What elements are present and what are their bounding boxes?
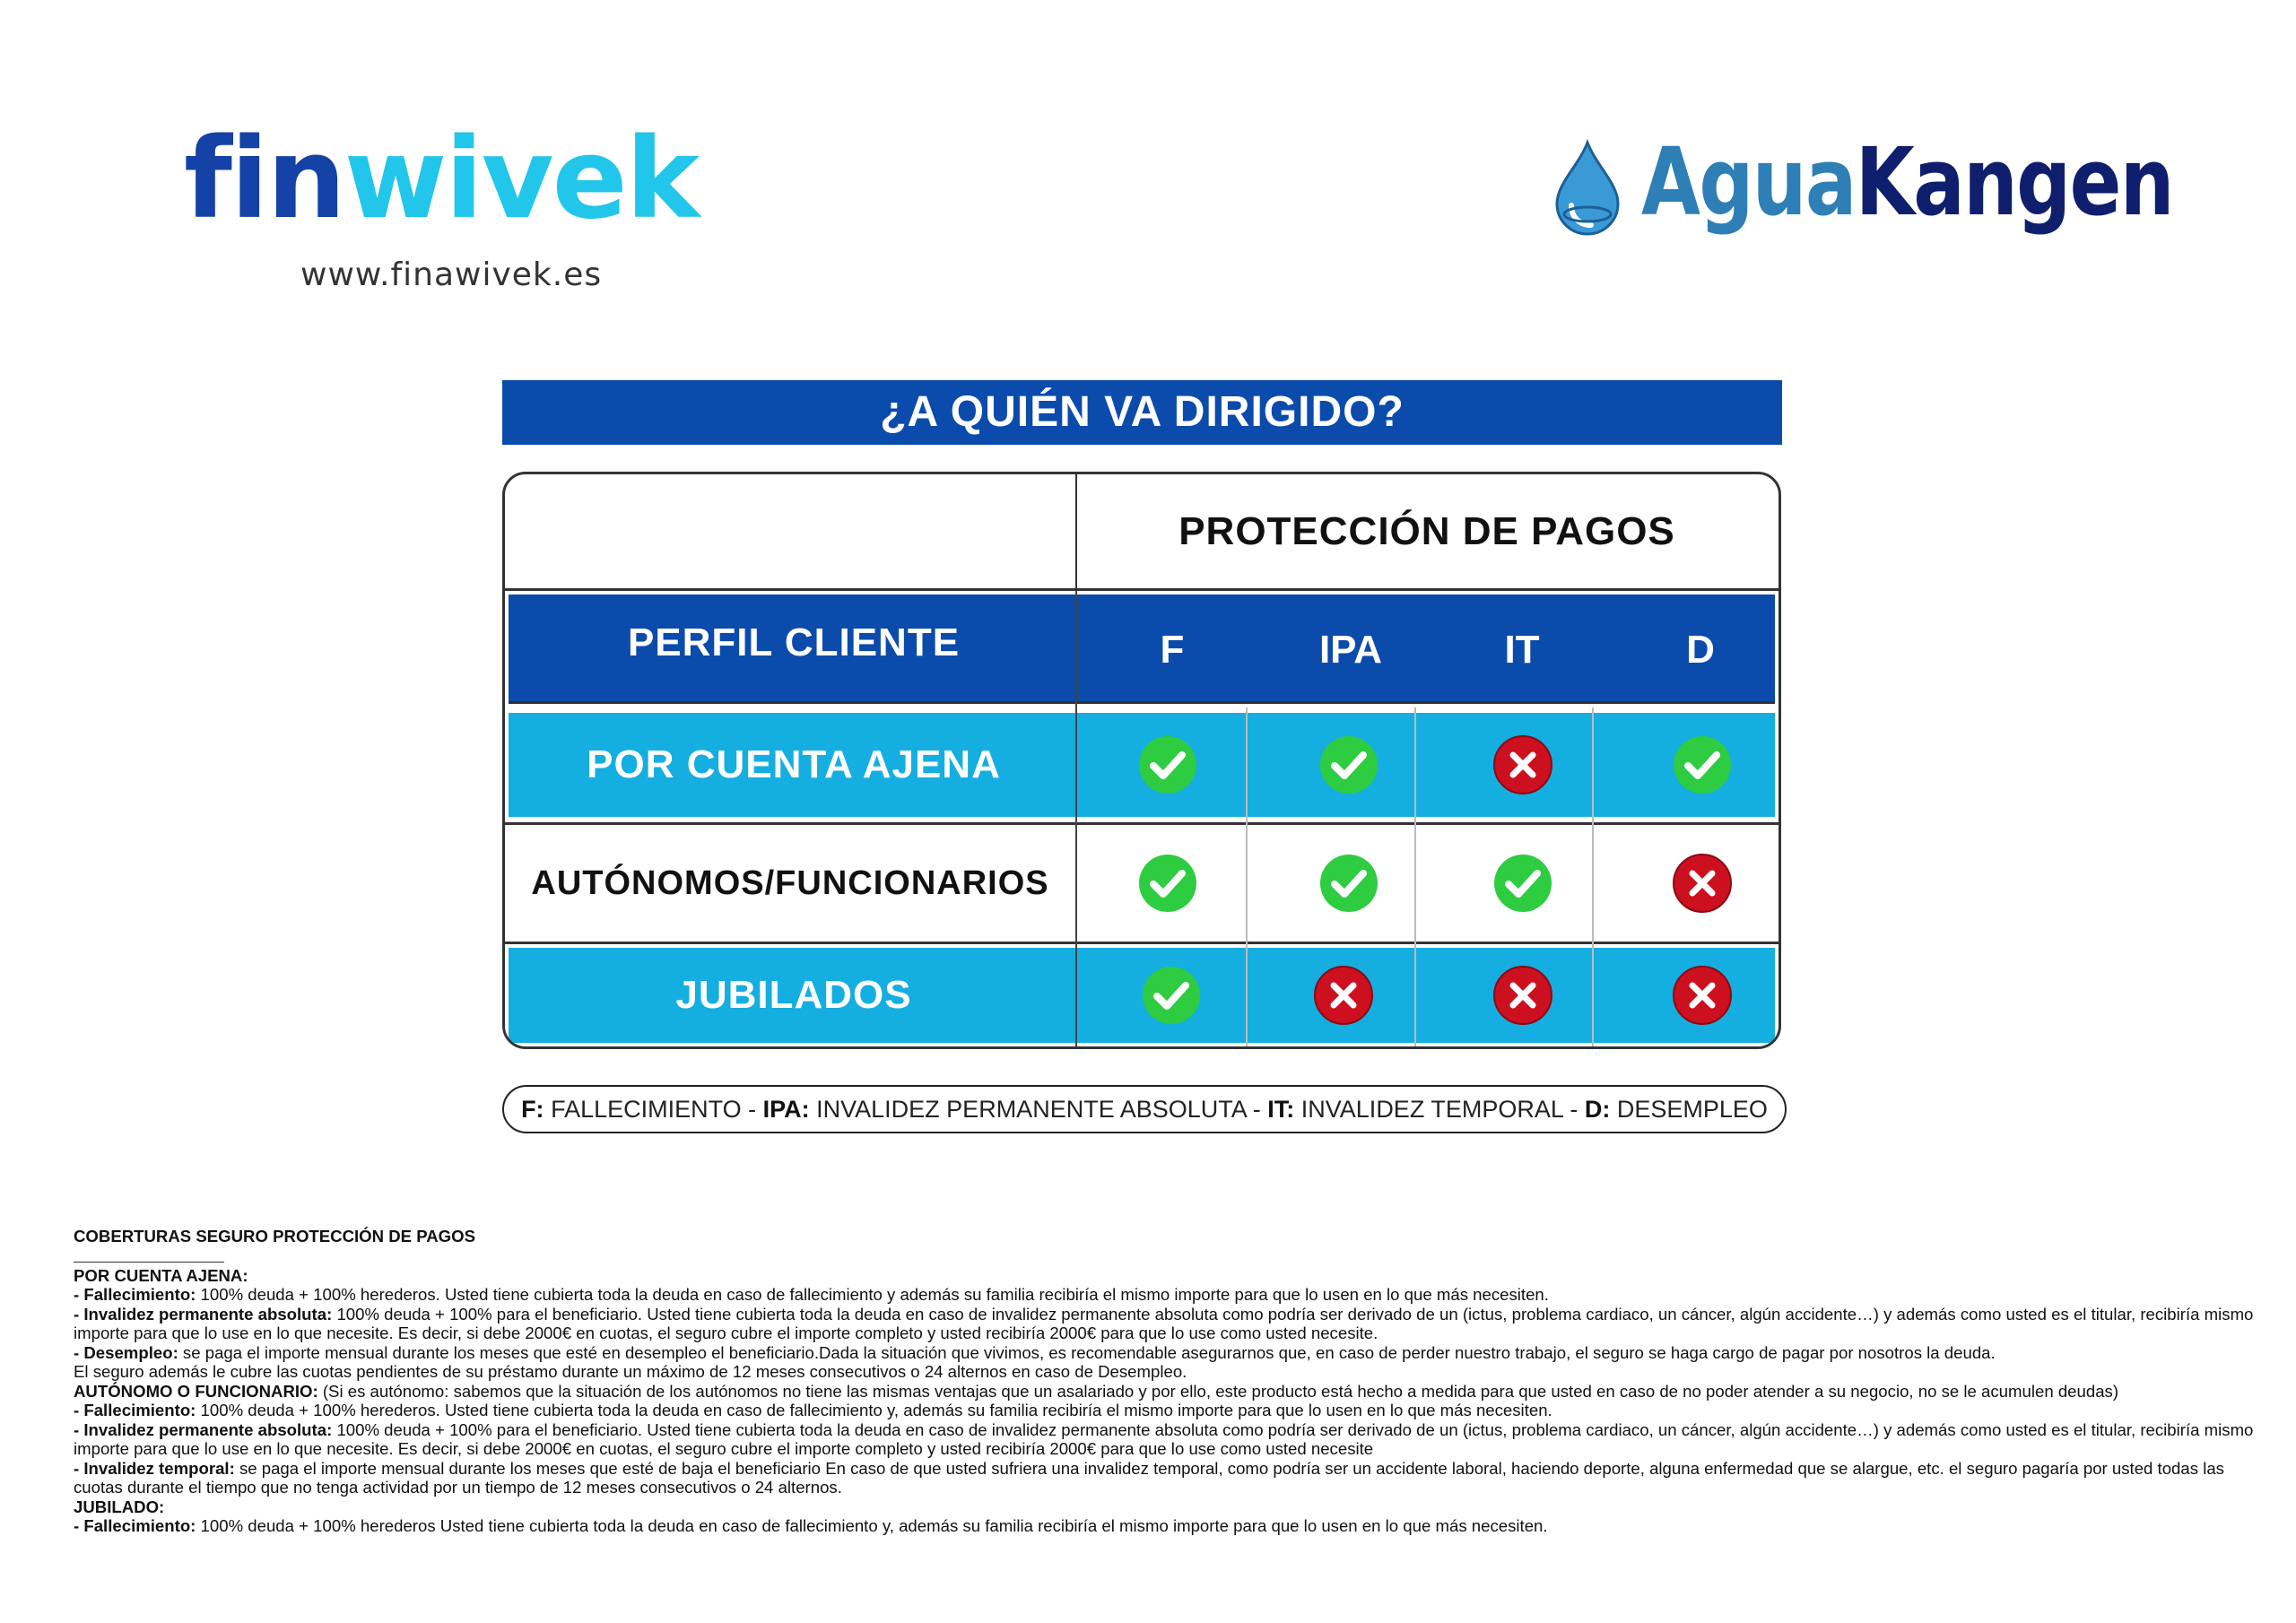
notes-line: - Desempleo: se paga el importe mensual durante los meses que esté en desempleo el beneficiario.Dada la situación que vivimos, es recomendable asegurarnos que, en caso de perder nuestro trabajo, el seguro se haga cargo de pagar por nosotros la deuda. bbox=[74, 1342, 1996, 1362]
cell-cuenta-ajena-d bbox=[1617, 713, 1781, 817]
cell-jubilados-it bbox=[1438, 948, 1608, 1043]
notes-line: El seguro además le cubre las cuotas pendientes de su préstamo durante un máximo de 12 meses consecutivos o 24 alternos en caso de Desempleo. bbox=[74, 1362, 1187, 1381]
aguakangen-logo bbox=[1552, 127, 2173, 265]
column-header-row bbox=[505, 591, 1779, 707]
check-icon bbox=[1672, 734, 1733, 795]
column-divider bbox=[1246, 707, 1248, 1046]
notes-section-title: JUBILADO: bbox=[74, 1497, 165, 1516]
row-label-cuenta-ajena: POR CUENTA AJENA bbox=[587, 742, 1001, 786]
column-divider bbox=[1414, 707, 1416, 1046]
notes-line: - Invalidez temporal: se paga el importe mensual durante los meses que esté de baja el beneficiario En caso de que usted sufriera una invalidez temporal, como podría ser un accidente laboral, haciendo deporte, alguna enfermedad que se alargue, etc. el seguro pagaría por usted todas las cuotas durante el tiempo que no tenga actividad por un tiempo de 12 meses consecutivos o 24 alternos. bbox=[74, 1458, 2224, 1497]
cell-autonomos-d bbox=[1617, 825, 1781, 942]
notes-title: COBERTURAS SEGURO PROTECCIÓN DE PAGOS bbox=[74, 1227, 476, 1245]
column-divider bbox=[1075, 474, 1077, 588]
table-row bbox=[505, 707, 1779, 822]
finawivek-url: www.finawivek.es bbox=[300, 256, 603, 293]
section-banner: ¿A QUIÉN VA DIRIGIDO? bbox=[502, 380, 1782, 445]
check-icon bbox=[1137, 853, 1198, 914]
finawivek-wordmark: finwivek bbox=[184, 115, 699, 244]
check-icon bbox=[1137, 734, 1198, 795]
table-title-row bbox=[505, 474, 1779, 591]
abbreviation-legend: F: FALLECIMIENTO - IPA: INVALIDEZ PERMANENTE ABSOLUTA - IT: INVALIDEZ TEMPORAL - D: DESEMPLEO bbox=[502, 1085, 1787, 1133]
cell-autonomos-it bbox=[1438, 825, 1608, 942]
cross-icon bbox=[1672, 853, 1733, 914]
column-header-it: IT bbox=[1504, 627, 1540, 672]
row-label-autonomos: AUTÓNOMOS/FUNCIONARIOS bbox=[531, 864, 1049, 902]
table-row bbox=[505, 822, 1779, 944]
table-section-title: PROTECCIÓN DE PAGOS bbox=[1178, 509, 1675, 553]
check-icon bbox=[1318, 853, 1379, 914]
water-drop-icon bbox=[1552, 139, 1623, 238]
notes-line: AUTÓNOMO O FUNCIONARIO: (Si es autónomo: sabemos que la situación de los autónomos no tiene las mismas ventajas que un asalariado y por ello, este producto está hecho a medida para que usted en caso de no poder atender a su negocio, no se le acumulen deudas) bbox=[74, 1381, 2119, 1401]
notes-line: - Invalidez permanente absoluta: 100% deuda + 100% para el beneficiario. Usted tiene cubierta toda la deuda en caso de invalidez permanente absoluta como podría ser derivado de un (ictus, problema cardiaco, un cáncer, algún accidente…) y además como usted es el titular, recibiría mismo importe para que lo use en lo que necesite. Es decir, si debe 2000€ en cuotas, el seguro cubre el importe completo y usted recibiría 2000€ para que lo use como usted necesite bbox=[74, 1419, 2254, 1458]
finawivek-logo bbox=[184, 115, 699, 303]
profile-header: PERFIL CLIENTE bbox=[627, 621, 961, 664]
divider bbox=[74, 1262, 224, 1263]
notes-line: - Fallecimiento: 100% deuda + 100% herederos. Usted tiene cubierta toda la deuda en caso de fallecimiento y, además su familia recibiría el mismo importe para que lo usen en lo que más necesiten. bbox=[74, 1401, 1552, 1419]
notes-line: - Fallecimiento: 100% deuda + 100% herederos Usted tiene cubierta toda la deuda en caso de fallecimiento y, además su familia recibiría el mismo importe para que lo usen en lo que más necesiten. bbox=[74, 1516, 1548, 1535]
column-header-d: D bbox=[1686, 627, 1715, 672]
row-label-jubilados: JUBILADOS bbox=[675, 973, 912, 1017]
cell-jubilados-d bbox=[1617, 948, 1781, 1043]
cross-icon bbox=[1313, 965, 1374, 1026]
cell-cuenta-ajena-f bbox=[1083, 713, 1253, 817]
notes-line: - Fallecimiento: 100% deuda + 100% herederos. Usted tiene cubierta toda la deuda en caso de fallecimiento y además su familia recibiría el mismo importe para que lo usen en lo que más necesiten. bbox=[74, 1285, 1549, 1304]
column-header-f: F bbox=[1160, 627, 1185, 672]
coverage-notes bbox=[74, 1227, 2262, 1536]
cross-icon bbox=[1492, 965, 1553, 1026]
check-icon bbox=[1492, 853, 1553, 914]
coverage-table bbox=[502, 472, 1781, 1049]
cell-autonomos-f bbox=[1083, 825, 1253, 942]
column-divider bbox=[1075, 591, 1077, 1046]
table-row bbox=[505, 944, 1779, 1046]
cell-jubilados-ipa bbox=[1258, 948, 1429, 1043]
cell-cuenta-ajena-it bbox=[1438, 713, 1608, 817]
cross-icon bbox=[1492, 734, 1553, 795]
column-divider bbox=[1592, 707, 1594, 1046]
column-header-ipa: IPA bbox=[1318, 627, 1383, 672]
cell-cuenta-ajena-ipa bbox=[1264, 713, 1434, 817]
check-icon bbox=[1141, 965, 1202, 1026]
check-icon bbox=[1318, 734, 1379, 795]
cross-icon bbox=[1672, 965, 1733, 1026]
cell-jubilados-f bbox=[1086, 948, 1257, 1043]
cell-autonomos-ipa bbox=[1264, 825, 1434, 942]
aguakangen-wordmark: AguaKangen bbox=[1641, 127, 2173, 237]
notes-line: - Invalidez permanente absoluta: 100% deuda + 100% para el beneficiario. Usted tiene cubierta toda la deuda en caso de invalidez permanente absoluta como podría ser derivado de un (ictus, problema cardiaco, un cáncer, algún accidente…) y además como usted es el titular, recibiría mismo importe para que lo use en lo que necesite. Es decir, si debe 2000€ en cuotas, el seguro cubre el importe completo y usted recibiría 2000€ para que lo use como usted necesite. bbox=[74, 1304, 2254, 1342]
notes-section-title: POR CUENTA AJENA: bbox=[74, 1265, 248, 1285]
